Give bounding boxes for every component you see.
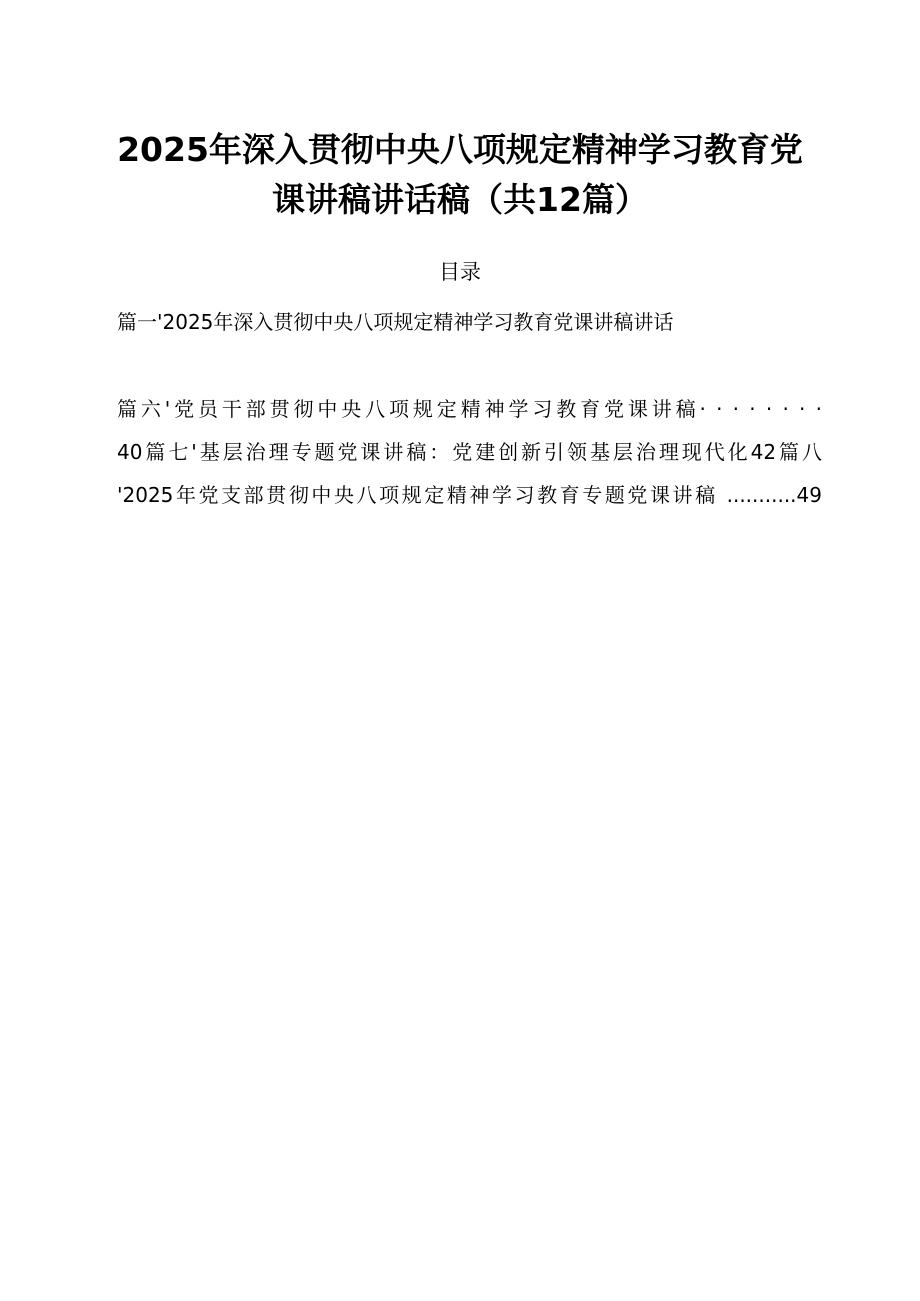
toc-entry-1: 篇一'2025年深入贯彻中央八项规定精神学习教育党课讲稿讲话: [117, 310, 674, 334]
toc-entry-3: 40篇七'基层治理专题党课讲稿：党建创新引领基层治理现代化42篇八: [117, 440, 822, 464]
toc-entry-4: '2025年党支部贯彻中央八项规定精神学习教育专题党课讲稿 ...........49: [117, 483, 822, 507]
document-title-line-1: 2025年深入贯彻中央八项规定精神学习教育党: [117, 130, 803, 169]
document-title-line-2: 课讲稿讲话稿（共12篇）: [272, 180, 648, 219]
toc-entry-2: 篇六'党员干部贯彻中央八项规定精神学习教育党课讲稿· · · · · · · ·: [117, 397, 822, 421]
toc-heading: 目录: [439, 260, 481, 284]
